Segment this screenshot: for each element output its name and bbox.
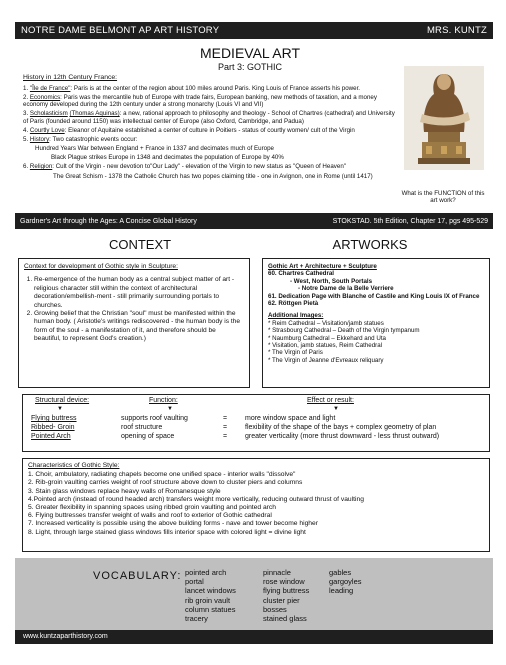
footer-bar bbox=[15, 630, 493, 644]
vocab-term: gargoyles bbox=[329, 577, 362, 587]
gothic-item: 6. Flying buttresses transfer weight of walls and roof to exterior of Gothic cathedral bbox=[28, 512, 272, 520]
history-section bbox=[23, 74, 401, 182]
artwork-line: 62. Röttgen Pietà bbox=[268, 300, 319, 308]
gothic-item: 2. Rib-groin vaulting carries weight of roof structure above down to cluster piers and columns bbox=[28, 479, 303, 487]
device-function: roof structure bbox=[121, 424, 163, 431]
textbook-reference: STOKSTAD. 5th Edition, Chapter 17, pgs 495-529 bbox=[332, 217, 488, 225]
context-box bbox=[18, 258, 250, 388]
vocabulary-column-2 bbox=[263, 568, 309, 623]
artwork-line: - West, North, South Portals bbox=[290, 277, 373, 285]
gothic-item: 8. Light, through large stained glass windows fills interior space with colored light = divine light bbox=[28, 528, 306, 536]
additional-item: * The Virgin of Paris bbox=[268, 349, 323, 357]
history-item: 2. Economics: Paris was the mercantile hub of Europe with trade fairs, European banking, new methods of taxation, and a money economy developed during the 12th century under a strong monarchy (Louis VI and VII) bbox=[23, 93, 377, 109]
footer-url[interactable]: www.kuntzaparthistory.com bbox=[23, 633, 108, 640]
textbook-bar bbox=[15, 213, 493, 229]
vocab-term: tracery bbox=[185, 614, 208, 624]
device-function: opening of space bbox=[121, 433, 175, 440]
device-effect: greater verticality (more thrust downward - less thrust outward) bbox=[245, 433, 440, 440]
page-title: MEDIEVAL ART bbox=[199, 45, 301, 61]
structural-devices-box bbox=[22, 394, 490, 452]
pieta-statue-image bbox=[404, 66, 484, 170]
additional-item: * Strasbourg Cathedral – Death of the Virgin tympanum bbox=[268, 327, 420, 335]
gothic-item: 3. Stain glass windows replace heavy walls of Romanesque style bbox=[28, 487, 221, 495]
device-header: Structural device: bbox=[35, 397, 90, 404]
gothic-item: 4.Pointed arch (instead of round headed arch) transfers weight more vertically, reducing outward thrust of vaulting bbox=[28, 495, 364, 503]
device-name: Pointed Arch bbox=[31, 433, 71, 440]
additional-item: * Reim Cathedral – Visitation/jamb statues bbox=[268, 319, 384, 327]
vocab-term: portal bbox=[185, 577, 204, 587]
device-effect: more window space and light bbox=[245, 415, 336, 422]
vocab-term: lancet windows bbox=[185, 586, 236, 596]
history-subitem: The Great Schism - 1378 the Catholic Church has two popes claiming title - one in Avignon, one in Rome (until 1417) bbox=[53, 172, 373, 180]
vocabulary-column-1 bbox=[185, 568, 236, 623]
history-item: 3. Scholasticism (Thomas Aquinas): a new, rational approach to philosophy and theology - School of Chartres (cathedral) and University of Paris (founded around 1150) was intellectual center of Europe (also Oxford, Cambridge, and Padua) bbox=[23, 110, 395, 125]
vocab-term: cluster pier bbox=[263, 595, 300, 605]
gothic-item: 7. Increased verticality is possible using the above building forms - nave and tower become higher bbox=[28, 520, 318, 528]
history-heading: History in 12th Century France: bbox=[23, 74, 118, 81]
gothic-heading: Characteristics of Gothic Style: bbox=[28, 462, 120, 469]
artworks-box bbox=[262, 258, 490, 388]
history-item: 4. Courtly Love: Eleanor of Aquitaine established a center of culture in Poitiers - status of courtly women/ cult of the Virgin bbox=[23, 127, 355, 135]
additional-item: * Visitation, jamb statues, Reim Cathedral bbox=[268, 342, 383, 350]
artwork-line: - Notre Dame de la Belle Verriere bbox=[298, 285, 394, 293]
context-title: CONTEXT bbox=[108, 237, 172, 252]
teacher-name: MRS. KUNTZ bbox=[426, 25, 487, 36]
history-subitem: Black Plague strikes Europe in 1348 and decimates the population of Europe by 40% bbox=[51, 154, 284, 162]
vocab-term: column statues bbox=[185, 604, 236, 614]
device-function: supports roof vaulting bbox=[121, 415, 188, 422]
device-name: Flying buttress bbox=[31, 415, 77, 422]
history-item: 1. "Île de France": Paris is at the center of the region about 100 miles around Paris. King Louis of France asserts his power. bbox=[23, 84, 361, 92]
history-item: 6. Religion: Cult of the Virgin - new devotion to"Our Lady" - elevation of the Virgin to new status as "Queen of Heaven" bbox=[23, 163, 346, 171]
gothic-characteristics-box bbox=[22, 458, 490, 552]
vocab-term: leading bbox=[329, 586, 354, 596]
function-header: Function: bbox=[149, 397, 178, 404]
vocabulary-panel bbox=[15, 558, 493, 630]
artworks-heading: Gothic Art + Architecture + Sculpture bbox=[268, 263, 377, 270]
vocabulary-column-3 bbox=[329, 568, 362, 596]
header-bar bbox=[15, 22, 493, 39]
gothic-item: 1. Choir, ambulatory, radiating chapels become one unified space - interior walls "dissolve" bbox=[28, 471, 296, 479]
image-caption: What is the FUNCTION of this art work? bbox=[401, 190, 485, 205]
equals-sign: = bbox=[223, 415, 228, 422]
effect-header: Effect or result: bbox=[307, 397, 354, 404]
additional-item: * The Virgin of Jeanne d'Evreaux reliquary bbox=[268, 356, 384, 364]
arrow-down-icon: ▼ bbox=[333, 406, 339, 412]
vocab-term: pinnacle bbox=[263, 568, 291, 577]
vocab-term: rib groin vault bbox=[185, 595, 231, 605]
gothic-item: 5. Greater flexibility in spanning spaces using ribbed groin vaulting and pointed arch bbox=[28, 504, 276, 512]
vocab-term: rose window bbox=[263, 577, 305, 587]
page-subtitle: Part 3: GOTHIC bbox=[217, 62, 282, 72]
school-name: NOTRE DAME BELMONT AP ART HISTORY bbox=[21, 25, 220, 36]
vocab-term: flying buttress bbox=[263, 586, 310, 596]
vocab-term: gables bbox=[329, 568, 352, 577]
vocab-term: pointed arch bbox=[185, 568, 227, 577]
equals-sign: = bbox=[223, 433, 228, 440]
artwork-line: 60. Chartres Cathedral bbox=[268, 270, 335, 278]
device-effect: flexibility of the shape of the bays + complex geometry of plan bbox=[245, 424, 437, 431]
artwork-line: 61. Dedication Page with Blanche of Castile and King Louis IX of France bbox=[268, 292, 480, 300]
context-item: 1. Re-emergence of the human body as a central subject matter of art - religious character still within the context of architectural decoration/embellish-ment - still primarily surrounding portals to churches. bbox=[34, 276, 244, 310]
context-heading: Context for development of Gothic style in Sculpture: bbox=[24, 263, 178, 270]
artworks-title: ARTWORKS bbox=[332, 237, 408, 252]
context-item: 2. Growing belief that the Christian "soul" must be manifested within the human body. ( Aristotle's writings rediscovered - the human body is the form of the soul - a manifestation of it, and therefore should be beautiful, to represent God's creation.) bbox=[34, 310, 244, 344]
vocabulary-label: VOCABULARY: bbox=[93, 570, 182, 582]
vocab-term: bosses bbox=[263, 604, 287, 614]
additional-heading: Additional Images: bbox=[268, 312, 324, 320]
textbook-title: Gardner's Art through the Ages: A Concise Global History bbox=[20, 217, 197, 225]
history-item: 5. History: Two catastrophic events occur: bbox=[23, 136, 138, 144]
device-name: Ribbed- Groin bbox=[31, 424, 75, 431]
additional-item: * Naumburg Cathedral – Ekkehard and Uta bbox=[268, 334, 386, 342]
arrow-down-icon: ▼ bbox=[57, 406, 63, 412]
equals-sign: = bbox=[223, 424, 228, 431]
arrow-down-icon: ▼ bbox=[167, 406, 173, 412]
vocab-term: stained glass bbox=[263, 614, 307, 624]
history-subitem: Hundred Years War between England + France in 1337 and decimates much of Europe bbox=[35, 145, 274, 153]
